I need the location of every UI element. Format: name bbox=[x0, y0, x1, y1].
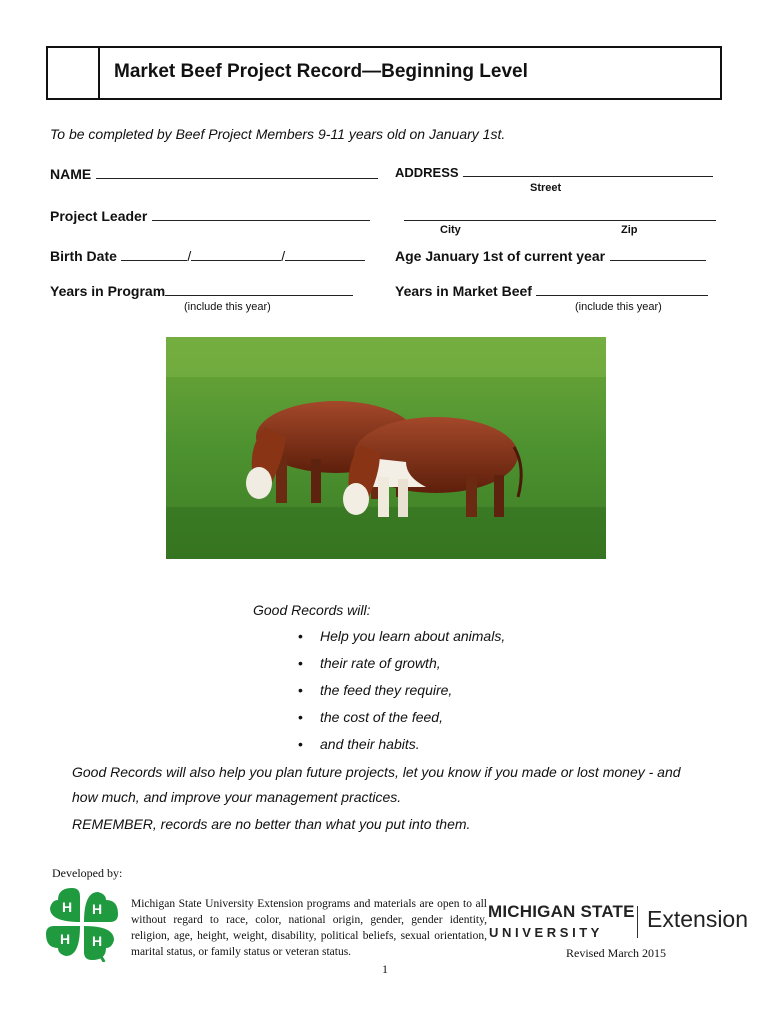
project-leader-line[interactable] bbox=[152, 208, 370, 221]
years-beef-note: (include this year) bbox=[575, 301, 662, 313]
zip-label: Zip bbox=[621, 224, 638, 236]
list-item: • their rate of growth, bbox=[298, 655, 505, 682]
revised-date: Revised March 2015 bbox=[566, 946, 666, 960]
birth-date-label: Birth Date bbox=[50, 248, 117, 264]
birth-date-field[interactable] bbox=[50, 248, 365, 266]
name-line[interactable] bbox=[96, 166, 378, 179]
date-separator: / bbox=[281, 248, 286, 264]
disclaimer-text: Michigan State University Extension programs and materials are open to all without regard to race, color, national origin, gender, gender identity, religion, age, height, weight, disability, political beliefs, sexual orientation, marital status, or family status or veteran status. bbox=[131, 898, 487, 958]
years-program-label: Years in Program bbox=[50, 283, 166, 299]
birth-day-line[interactable] bbox=[191, 248, 281, 261]
address-label: ADDRESS bbox=[395, 165, 459, 180]
list-item: • the cost of the feed, bbox=[298, 709, 505, 736]
address-line[interactable] bbox=[463, 164, 713, 177]
good-records-heading: Good Records will: bbox=[253, 602, 371, 618]
address-field[interactable] bbox=[395, 164, 713, 182]
city-label: City bbox=[440, 224, 461, 236]
years-beef-field[interactable] bbox=[395, 283, 708, 301]
age-field[interactable] bbox=[395, 248, 706, 266]
good-records-list bbox=[298, 628, 505, 763]
msu-wordmark-line2: U N I V E R S I T Y bbox=[489, 925, 600, 940]
project-leader-field[interactable] bbox=[50, 208, 370, 226]
years-beef-line[interactable] bbox=[536, 283, 708, 296]
remember-paragraph: REMEMBER, records are no better than what you put into them. bbox=[72, 816, 471, 832]
developed-by-label: Developed by: bbox=[52, 866, 123, 880]
clover-letter: H bbox=[92, 901, 103, 917]
page-number: 1 bbox=[382, 962, 388, 976]
clover-letter: H bbox=[92, 933, 103, 949]
clover-letter: H bbox=[62, 899, 73, 915]
years-program-field[interactable] bbox=[50, 283, 353, 301]
msu-wordmark-line1: MICHIGAN STATE bbox=[488, 902, 635, 921]
project-leader-label: Project Leader bbox=[50, 208, 148, 224]
intro-text: To be completed by Beef Project Members 9-11 years old on January 1st. bbox=[50, 126, 506, 142]
title-box-left-cell bbox=[48, 48, 100, 98]
age-label: Age January 1st of current year bbox=[395, 248, 606, 264]
years-beef-label: Years in Market Beef bbox=[395, 283, 532, 299]
list-item: • and their habits. bbox=[298, 736, 505, 763]
city-zip-line[interactable] bbox=[404, 208, 716, 221]
years-program-note: (include this year) bbox=[184, 301, 271, 313]
extension-wordmark: Extension bbox=[647, 906, 749, 932]
clover-icon bbox=[44, 886, 120, 962]
age-line[interactable] bbox=[610, 248, 706, 261]
paragraph-line-2: how much, and improve your management practices. bbox=[72, 789, 402, 805]
clover-letter: H bbox=[60, 931, 71, 947]
list-item: • Help you learn about animals, bbox=[298, 628, 505, 655]
paragraph-line-1: Good Records will also help you plan future projects, let you know if you made or lost money - and bbox=[72, 764, 681, 780]
birth-month-line[interactable] bbox=[121, 248, 187, 261]
four-h-clover-logo bbox=[44, 886, 120, 962]
cattle-photo bbox=[166, 337, 606, 559]
date-separator: / bbox=[187, 248, 192, 264]
title-box bbox=[46, 46, 722, 100]
page-title: Market Beef Project Record—Beginning Level bbox=[114, 61, 528, 82]
cattle-illustration bbox=[166, 337, 606, 559]
name-field[interactable] bbox=[50, 166, 378, 184]
list-item: • the feed they require, bbox=[298, 682, 505, 709]
birth-year-line[interactable] bbox=[285, 248, 365, 261]
years-program-line[interactable] bbox=[165, 283, 353, 296]
street-label: Street bbox=[530, 182, 562, 194]
logo-divider bbox=[637, 906, 638, 938]
name-label: NAME bbox=[50, 166, 92, 182]
